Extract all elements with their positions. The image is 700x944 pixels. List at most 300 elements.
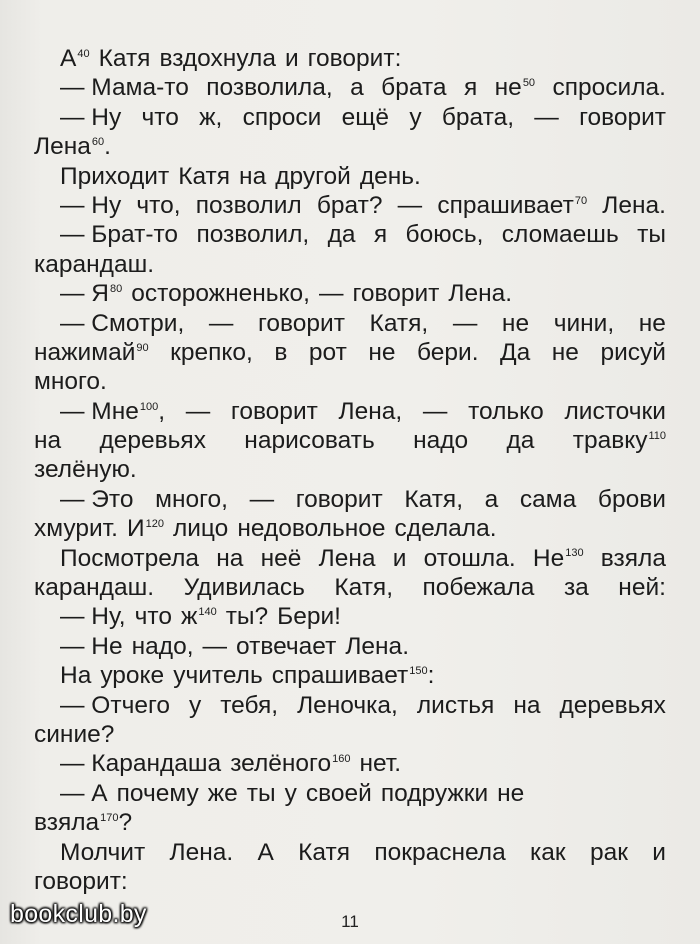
word <box>573 426 666 455</box>
word <box>231 397 318 426</box>
word <box>552 338 579 367</box>
word-count-marker: 90 <box>136 341 149 354</box>
word <box>173 514 228 543</box>
word <box>60 632 123 661</box>
word-text: : <box>427 662 435 690</box>
word-text: Катя <box>178 162 231 190</box>
word <box>99 426 205 455</box>
word-count-marker: 160 <box>332 753 351 766</box>
word-text: спроси <box>242 103 322 131</box>
word <box>170 338 253 367</box>
word <box>209 309 234 338</box>
word <box>60 162 169 191</box>
word-text: — Смотри, <box>60 309 185 337</box>
word-count-marker: 80 <box>110 282 123 295</box>
word-text: Катя, <box>334 574 393 602</box>
word <box>277 602 341 631</box>
word-text: синие? <box>34 720 115 748</box>
word <box>60 279 122 308</box>
word <box>339 397 403 426</box>
word <box>442 103 514 132</box>
word-text: за <box>563 574 589 602</box>
word-count-marker: 50 <box>522 77 536 90</box>
text-line <box>34 103 666 132</box>
word <box>178 162 230 191</box>
word <box>590 838 628 867</box>
word <box>308 44 402 73</box>
word <box>497 779 524 808</box>
word <box>34 720 114 749</box>
word <box>34 867 128 896</box>
word <box>520 485 576 514</box>
text-line <box>34 397 666 426</box>
word <box>155 485 228 514</box>
word-text: не <box>638 309 666 337</box>
word <box>417 338 479 367</box>
word-text: да <box>327 221 356 249</box>
word <box>437 191 587 220</box>
word <box>500 338 530 367</box>
word <box>127 514 164 543</box>
word <box>34 250 154 279</box>
word <box>34 514 118 543</box>
word <box>34 426 61 455</box>
word-text: ты? <box>225 603 269 631</box>
text-line <box>34 749 666 778</box>
word <box>274 338 287 367</box>
word <box>100 661 164 690</box>
word <box>601 544 666 573</box>
word <box>236 632 336 661</box>
word <box>285 44 299 73</box>
word-text: Катя, <box>369 309 429 337</box>
word <box>319 279 344 308</box>
word <box>285 779 297 808</box>
word <box>247 779 276 808</box>
text-line <box>34 73 666 102</box>
word <box>34 367 107 396</box>
word-text: Лена. <box>602 191 666 219</box>
word <box>275 162 351 191</box>
word-text: на <box>34 427 62 455</box>
word-text: — Мама-то <box>60 74 189 102</box>
word <box>250 485 275 514</box>
word <box>448 279 512 308</box>
word-text: не <box>497 779 525 807</box>
word-text: да <box>506 427 535 455</box>
word-text: зелёного <box>230 750 332 778</box>
word-text: покраснела <box>374 838 506 866</box>
text-line <box>34 191 666 220</box>
word-text: неё <box>260 544 302 572</box>
word-text: Удивилась <box>183 574 305 602</box>
word <box>424 544 516 573</box>
word-text: не <box>551 338 579 366</box>
text-line <box>34 779 666 808</box>
word-text: На <box>60 662 92 690</box>
word <box>368 338 395 367</box>
text-line <box>34 867 666 896</box>
word <box>60 602 126 631</box>
word-text: сломаешь <box>501 221 619 249</box>
word-text: листочки <box>564 397 666 425</box>
word-text: осторожненько, <box>131 280 310 308</box>
word <box>117 779 199 808</box>
word <box>345 632 409 661</box>
word <box>244 426 374 455</box>
word <box>639 309 666 338</box>
word <box>60 838 145 867</box>
word-text: почему <box>116 779 199 807</box>
word-count-marker: 120 <box>145 518 164 531</box>
word-text: деревьях <box>559 691 666 719</box>
word <box>34 808 132 837</box>
word-text: что, <box>136 191 181 219</box>
word-text: на <box>513 691 541 719</box>
word-text: — Ну, <box>60 603 126 631</box>
word <box>342 103 389 132</box>
word <box>404 485 463 514</box>
word-text: спросила. <box>552 74 666 102</box>
word <box>453 309 478 338</box>
word-text: позволил <box>195 191 302 219</box>
word-text: другой <box>275 162 351 190</box>
word-text: — А <box>60 779 108 807</box>
word <box>196 191 302 220</box>
word-text: уроке <box>100 662 165 690</box>
word-text: не <box>494 74 522 102</box>
word <box>60 691 170 720</box>
word-text: день. <box>359 162 421 190</box>
word-text: И <box>126 515 145 543</box>
word <box>317 191 383 220</box>
word-text: брови <box>597 485 666 513</box>
text-line <box>34 426 666 455</box>
word-text: Катя <box>298 838 351 866</box>
word-text: нажимай <box>34 338 136 366</box>
word <box>206 73 332 102</box>
word <box>60 191 121 220</box>
word <box>398 191 423 220</box>
word-text: а <box>350 74 364 102</box>
word-text: отвечает <box>236 632 337 660</box>
word <box>554 309 614 338</box>
text-line <box>34 838 666 867</box>
word-count-marker: 70 <box>574 194 588 207</box>
word-text: листья <box>416 691 495 719</box>
text-line <box>34 162 666 191</box>
word <box>395 514 497 543</box>
word <box>393 544 407 573</box>
word-text: а <box>484 485 499 513</box>
word-text: и <box>284 45 299 72</box>
word <box>173 661 263 690</box>
word-text: брат? <box>316 191 383 219</box>
word-text: спрашивает <box>271 662 409 690</box>
word <box>203 632 228 661</box>
word-text: карандаш. <box>34 250 155 278</box>
text-line <box>34 514 666 543</box>
word-text: — Отчего <box>60 691 170 719</box>
word <box>297 691 398 720</box>
word-text: говорит <box>579 103 666 131</box>
word-text: Лена, <box>338 397 403 425</box>
word <box>60 661 91 690</box>
word <box>196 220 309 249</box>
word <box>600 338 666 367</box>
word-text: учитель <box>173 662 263 690</box>
word-text: — Мне <box>60 397 139 425</box>
word-text: ты <box>246 779 276 807</box>
word-text: — Карандаша <box>60 750 222 778</box>
word-text: нарисовать <box>244 427 375 455</box>
word <box>309 338 347 367</box>
word <box>230 749 350 778</box>
word <box>564 573 589 602</box>
word-text: сделала. <box>394 515 497 543</box>
word-text: у <box>409 103 422 131</box>
word-text: , <box>158 397 166 425</box>
word-text: и <box>392 544 407 572</box>
word <box>258 838 274 867</box>
word <box>406 220 484 249</box>
text-line <box>34 602 666 631</box>
word <box>142 103 179 132</box>
text-line <box>34 808 666 837</box>
word <box>34 338 149 367</box>
word-text: побежала <box>422 574 535 602</box>
word <box>513 691 540 720</box>
word-text: на <box>239 162 267 190</box>
word-text: ж <box>180 603 198 631</box>
text-line <box>34 338 666 367</box>
word-text: — <box>422 397 448 425</box>
word-count-marker: 140 <box>198 606 217 619</box>
word-text: говорит: <box>307 45 402 72</box>
word-text: — <box>397 191 423 219</box>
word <box>319 544 376 573</box>
word-text: что <box>141 103 179 131</box>
text-line <box>34 132 666 161</box>
word-text: у <box>188 691 202 719</box>
word-text: тебя, <box>220 691 279 719</box>
word-text: — Не <box>60 632 123 660</box>
word <box>208 779 238 808</box>
word-text: надо, <box>131 632 194 660</box>
word-text: брата <box>381 74 447 102</box>
word <box>216 544 243 573</box>
word-text: сама <box>519 485 577 513</box>
word-text: позволила, <box>206 74 333 102</box>
word <box>243 103 322 132</box>
word-text: . <box>104 133 111 161</box>
word-text: Не <box>532 544 565 572</box>
text-line <box>34 720 666 749</box>
word-text: чини, <box>553 309 615 337</box>
word-text: много, <box>155 485 228 513</box>
word-text: Молчит <box>60 838 146 866</box>
word <box>135 602 172 631</box>
word-text: — <box>452 309 478 337</box>
text-line <box>34 44 666 73</box>
word <box>370 309 429 338</box>
word-text: — <box>208 309 234 337</box>
word <box>261 544 302 573</box>
word <box>495 73 535 102</box>
word-text: взяла <box>34 809 100 837</box>
word-text: — Это <box>60 485 134 513</box>
word-text: бери. <box>417 338 479 366</box>
text-line <box>34 279 666 308</box>
text-line <box>34 309 666 338</box>
word-text: Бери! <box>277 603 341 631</box>
word <box>34 132 111 161</box>
word <box>598 485 666 514</box>
word <box>579 103 666 132</box>
word-count-marker: 170 <box>100 812 119 824</box>
word-text: — <box>185 397 211 425</box>
watermark: bookclub.by <box>10 900 147 928</box>
word <box>131 279 310 308</box>
word <box>99 44 151 73</box>
word <box>60 103 121 132</box>
word-text: что <box>134 603 172 631</box>
word <box>226 602 268 631</box>
text-line <box>34 691 666 720</box>
word <box>533 544 584 573</box>
word-text: нет. <box>359 750 402 778</box>
word <box>652 838 666 867</box>
word <box>60 309 184 338</box>
word-text: говорит <box>295 485 383 513</box>
word-text: ещё <box>341 103 390 131</box>
word-text: я <box>373 221 388 249</box>
word <box>60 485 134 514</box>
word-text: карандаш. <box>34 574 155 602</box>
word <box>485 485 499 514</box>
word <box>423 397 448 426</box>
word <box>530 838 566 867</box>
word-text: деревьях <box>99 427 206 455</box>
word-text: говорит <box>258 309 345 337</box>
word-text: — Брат-то <box>60 221 179 249</box>
word <box>272 661 435 690</box>
word <box>220 691 278 720</box>
word <box>237 514 385 543</box>
word-text: позволил, <box>196 221 310 249</box>
word-text: и <box>652 838 666 866</box>
word-text: — <box>534 103 559 131</box>
word-text: подружки <box>380 779 489 807</box>
word-text: Приходит <box>60 162 170 190</box>
word-text: же <box>207 779 238 807</box>
word <box>464 73 477 102</box>
word <box>60 779 108 808</box>
text-line <box>34 367 666 396</box>
word <box>60 220 178 249</box>
word-text: Посмотрела <box>60 544 199 572</box>
word-text: зелёную. <box>34 456 137 484</box>
word-text: Лена. <box>169 838 234 866</box>
word <box>296 485 383 514</box>
text-line <box>34 544 666 573</box>
word-text: — <box>202 632 228 660</box>
word-count-marker: 110 <box>648 429 666 442</box>
word-text: Леночка, <box>297 691 398 719</box>
word <box>239 162 266 191</box>
word-text: ней: <box>618 574 666 602</box>
word-text: спрашивает <box>437 191 574 219</box>
text-line <box>34 455 666 484</box>
story-text <box>34 44 666 896</box>
word-count-marker: 40 <box>77 47 90 60</box>
word <box>417 691 494 720</box>
word-text: надо <box>413 427 469 455</box>
word <box>359 749 401 778</box>
word-text: много. <box>34 368 107 396</box>
text-line <box>34 220 666 249</box>
word <box>189 691 201 720</box>
word-text: только <box>468 397 544 425</box>
word <box>360 162 421 191</box>
word <box>184 573 305 602</box>
word-count-marker: 60 <box>91 136 105 149</box>
word <box>60 544 199 573</box>
word-text: рот <box>308 338 347 366</box>
word-text: хмурит. <box>34 515 118 543</box>
word-text: Лена <box>34 133 91 161</box>
word <box>502 220 619 249</box>
word-text: Да <box>500 338 531 366</box>
word-text: лицо <box>172 515 229 543</box>
word-text: Лена <box>318 544 376 572</box>
word-text: А <box>60 45 77 72</box>
word <box>534 103 559 132</box>
text-line <box>34 250 666 279</box>
word-text: Лена. <box>448 280 513 308</box>
word <box>34 455 137 484</box>
word-count-marker: 130 <box>565 547 584 560</box>
word <box>502 309 529 338</box>
word-text: — Ну <box>60 191 122 219</box>
word <box>199 103 222 132</box>
word <box>559 691 665 720</box>
text-line <box>34 485 666 514</box>
word <box>409 103 421 132</box>
word <box>468 397 544 426</box>
word <box>506 426 534 455</box>
word <box>350 73 364 102</box>
word-text: травку <box>572 427 648 455</box>
word-text: на <box>216 544 244 572</box>
word-count-marker: 100 <box>139 400 159 413</box>
word <box>306 779 372 808</box>
word-text: Лена. <box>345 632 409 660</box>
word-text: отошла. <box>423 544 516 572</box>
word <box>381 73 446 102</box>
word <box>328 220 356 249</box>
word <box>186 397 211 426</box>
word <box>553 73 666 102</box>
word <box>565 397 666 426</box>
word-text: А <box>257 838 274 866</box>
word-text: ? <box>118 809 133 837</box>
word-text: как <box>530 838 566 866</box>
word <box>602 191 666 220</box>
word-text: ты <box>637 221 666 249</box>
word-text: рак <box>589 838 628 866</box>
text-line <box>34 661 666 690</box>
